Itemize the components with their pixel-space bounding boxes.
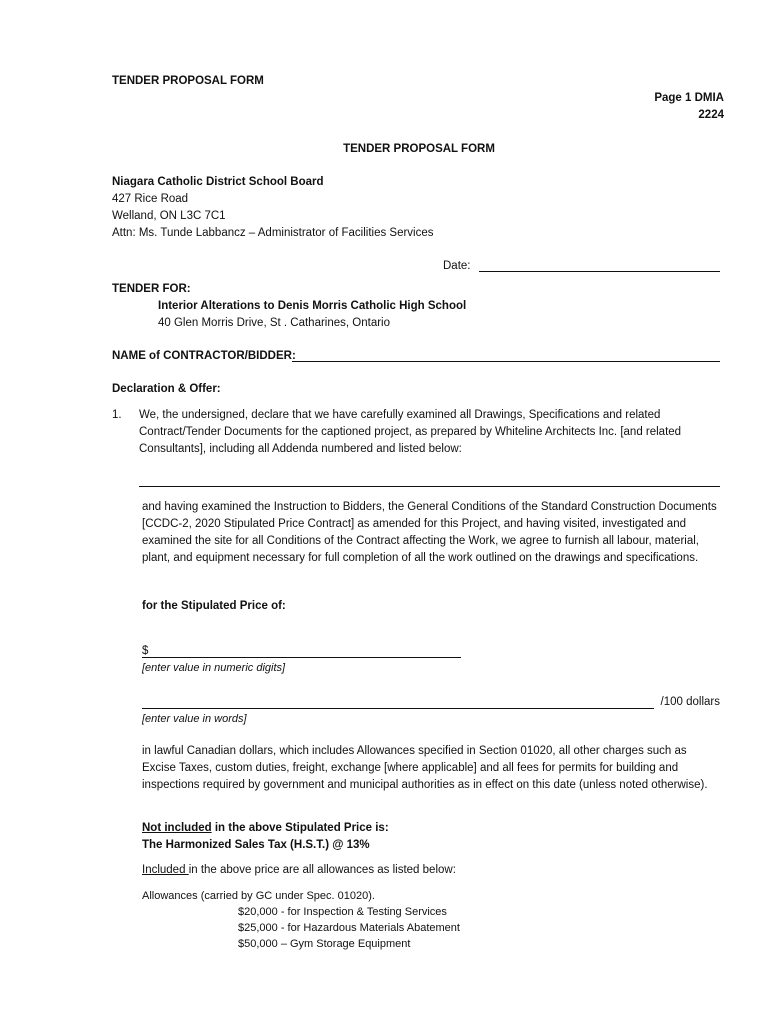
stipulated-label: for the Stipulated Price of: <box>142 600 286 612</box>
numeric-price-input-line[interactable] <box>142 657 461 658</box>
not-included-line <box>142 820 389 837</box>
numeric-hint: [enter value in numeric digits] <box>142 662 286 674</box>
tender-for-location: 40 Glen Morris Drive, St . Catharines, Ontario <box>158 317 390 329</box>
hst-line: The Harmonized Sales Tax (H.S.T.) @ 13% <box>142 839 370 851</box>
contractor-input-line[interactable] <box>292 361 720 362</box>
date-input-line[interactable] <box>479 271 720 272</box>
allowance-item: $50,000 – Gym Storage Equipment <box>238 938 411 950</box>
included-underlined: Included <box>142 864 189 876</box>
contractor-label: NAME of CONTRACTOR/BIDDER: <box>112 350 296 362</box>
allowance-item: $20,000 - for Inspection & Testing Services <box>238 906 447 918</box>
address-city: Welland, ON L3C 7C1 <box>112 210 226 222</box>
dollars-suffix: /100 dollars <box>660 696 720 708</box>
not-included-underlined: Not included <box>142 822 212 834</box>
included-rest: in the above price are all allowances as listed below: <box>188 864 456 876</box>
examined-paragraph: and having examined the Instruction to Bidders, the General Conditions of the Standard Construction Documents [CCDC-2, 2020 Stipulated Price Contract] as amended for this Project, and having visited, investigated and examined the site for all Conditions of the Contract affecting the Work, we agree to furnish all labour, material, plant, and equipment necessary for full completion of all the work outlined on the drawings and specifications. <box>142 501 717 564</box>
included-line <box>142 862 456 879</box>
item1-number: 1. <box>112 409 122 421</box>
words-price-input-line[interactable] <box>142 708 654 709</box>
tender-for-label: TENDER FOR: <box>112 283 191 295</box>
address-street: 427 Rice Road <box>112 193 189 205</box>
dollar-sign: $ <box>142 645 149 657</box>
address-attn: Attn: Ms. Tunde Labbancz – Administrator of Facilities Services <box>112 227 434 239</box>
allowance-item: $25,000 - for Hazardous Materials Abatement <box>238 922 460 934</box>
address-org: Niagara Catholic District School Board <box>112 176 324 188</box>
declaration-heading: Declaration & Offer: <box>112 383 221 395</box>
center-title: TENDER PROPOSAL FORM <box>343 143 495 155</box>
not-included-rest: in the above Stipulated Price is: <box>211 822 389 834</box>
header-page-label: Page 1 DMIA <box>654 92 724 104</box>
allowances-heading: Allowances (carried by GC under Spec. 01020). <box>142 890 375 902</box>
header-left-title: TENDER PROPOSAL FORM <box>112 75 264 87</box>
tender-for-project: Interior Alterations to Denis Morris Catholic High School <box>158 300 467 312</box>
lawful-paragraph: in lawful Canadian dollars, which includes Allowances specified in Section 01020, all other charges such as Excise Taxes, custom duties, freight, exchange [where applicable] and all fees for permits for building and inspections required by government and municipal authorities as in effect on this date (unless noted otherwise). <box>142 745 708 791</box>
item1-text: We, the undersigned, declare that we have carefully examined all Drawings, Specifications and related Contract/Tender Documents for the captioned project, as prepared by Whiteline Architects Inc. [and related Consultants], including all Addenda numbered and listed below: <box>139 409 682 455</box>
words-hint: [enter value in words] <box>142 713 247 725</box>
date-label: Date: <box>443 260 471 272</box>
addenda-input-line[interactable] <box>139 486 720 487</box>
header-doc-number: 2224 <box>698 109 724 121</box>
